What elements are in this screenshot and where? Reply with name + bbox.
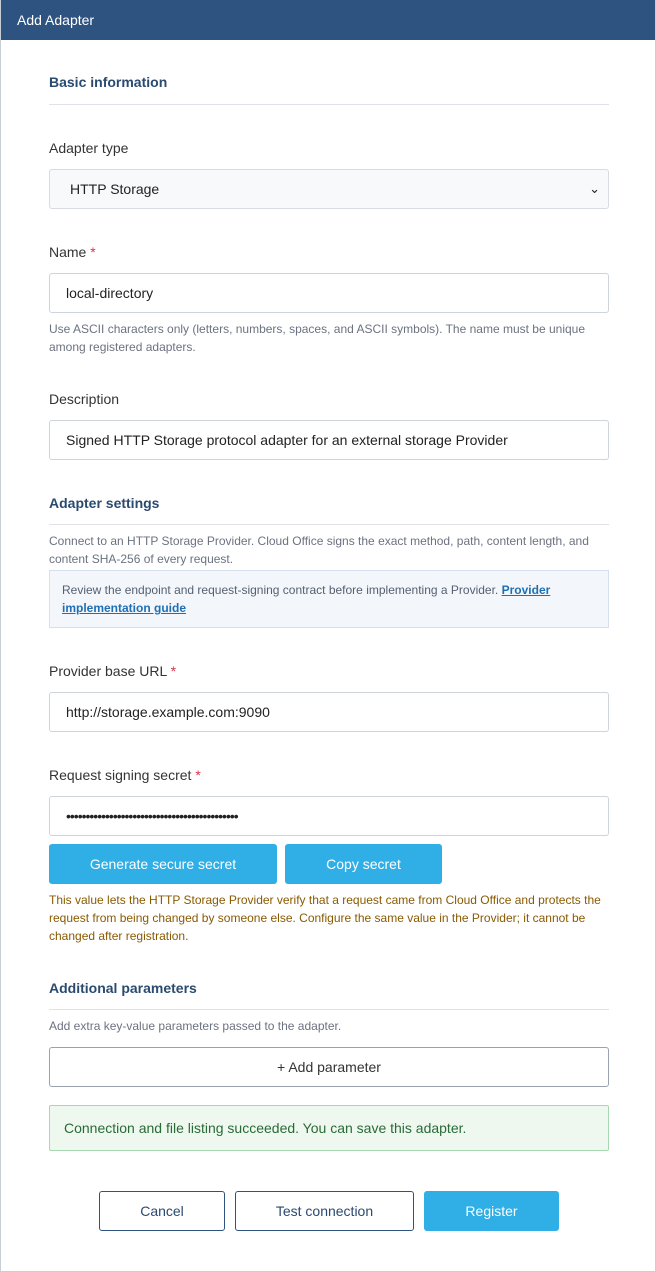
name-label-text: Name <box>49 244 87 260</box>
divider <box>49 104 609 105</box>
test-connection-button[interactable]: Test connection <box>235 1191 414 1231</box>
cancel-button[interactable]: Cancel <box>99 1191 225 1231</box>
base-url-input[interactable]: http://storage.example.com:9090 <box>49 692 609 732</box>
params-hint: Add extra key-value parameters passed to the adapter. <box>49 1019 342 1033</box>
adapter-type-select[interactable] <box>49 169 609 209</box>
secret-input[interactable]: •••••••••••••••••••••••••••••••••••••••••••• <box>49 796 609 836</box>
provider-guide-link[interactable]: Provider implementation guide <box>62 583 551 615</box>
description-input[interactable]: Signed HTTP Storage protocol adapter for an external storage Provider <box>49 420 609 460</box>
secret-label <box>49 767 201 783</box>
secret-label-text: Request signing secret <box>49 767 192 783</box>
adapter-type-value: HTTP Storage <box>70 181 160 197</box>
chevron-down-icon: ⌄ <box>589 181 600 196</box>
required-marker: * <box>90 244 96 260</box>
info-text: Review the endpoint and request-signing contract before implementing a Provider. <box>62 583 499 597</box>
name-label <box>49 244 96 260</box>
basic-info-heading: Basic information <box>49 74 168 90</box>
adapter-type-label: Adapter type <box>49 140 129 156</box>
divider <box>49 1009 609 1010</box>
required-marker: * <box>195 767 201 783</box>
divider <box>49 524 609 525</box>
base-url-label-text: Provider base URL <box>49 663 167 679</box>
description-label: Description <box>49 391 120 407</box>
copy-secret-button[interactable]: Copy secret <box>285 844 442 884</box>
generate-secret-button[interactable]: Generate secure secret <box>49 844 277 884</box>
base-url-label <box>49 663 176 679</box>
register-button[interactable]: Register <box>424 1191 559 1231</box>
adapter-settings-heading: Adapter settings <box>49 495 160 511</box>
implementation-info-box <box>49 570 609 628</box>
name-hint: Use ASCII characters only (letters, numbers, spaces, and ASCII symbols). The name must be unique among registered adapters. <box>49 322 586 354</box>
dialog-title: Add Adapter <box>1 0 655 40</box>
secret-warning: This value lets the HTTP Storage Provider verify that a request came from Cloud Office and protects the request from being changed by someone else. Configure the same value in the Provider; it cannot be changed after registration. <box>49 893 601 943</box>
name-input[interactable]: local-directory <box>49 273 609 313</box>
required-marker: * <box>170 663 177 679</box>
add-parameter-button[interactable]: + Add parameter <box>49 1047 609 1087</box>
connection-success-alert: Connection and file listing succeeded. You can save this adapter. <box>49 1105 609 1151</box>
adapter-settings-intro: Connect to an HTTP Storage Provider. Cloud Office signs the exact method, path, content length, and content SHA-256 of every request. <box>49 534 589 566</box>
additional-params-heading: Additional parameters <box>49 980 197 996</box>
